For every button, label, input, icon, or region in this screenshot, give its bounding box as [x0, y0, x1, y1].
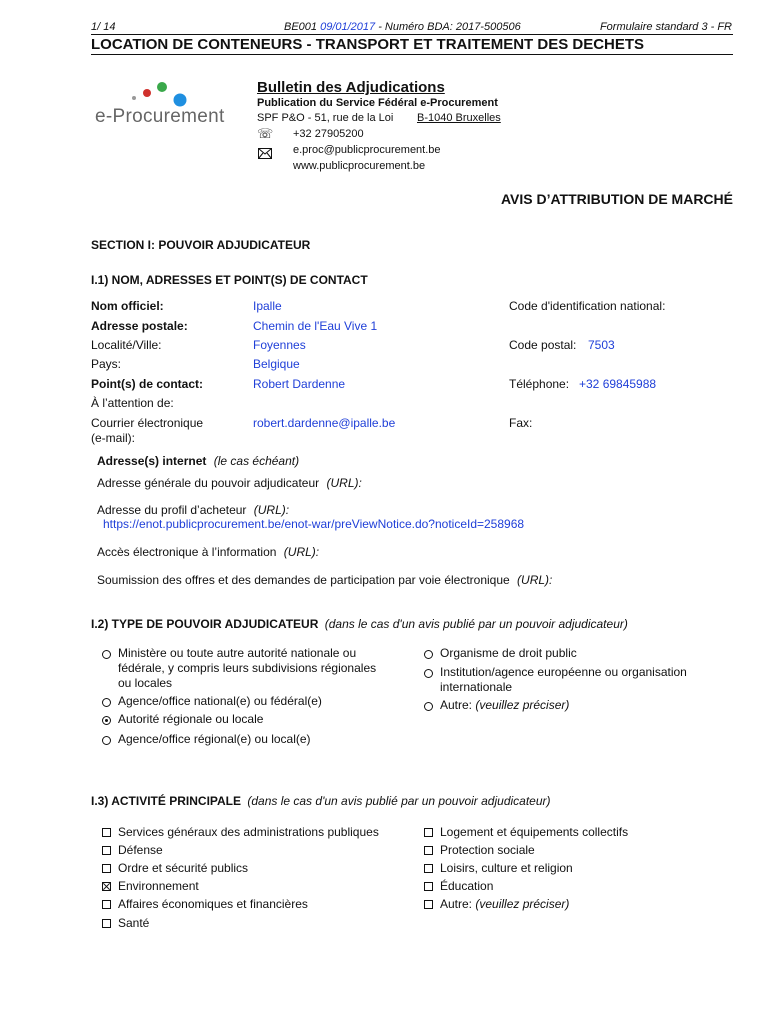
buyer-profile-url[interactable]: https://enot.publicprocurement.be/enot-war/preViewNotice.do?noticeId=258968: [103, 517, 525, 531]
label-postal-address: Adresse postale:: [91, 319, 188, 333]
radio-european-institution[interactable]: [424, 669, 433, 678]
form-name: Formulaire standard 3 - FR: [599, 21, 732, 33]
buyer-profile-tag: (URL):: [253, 503, 290, 517]
subsection-note-i3: (dans le cas d'un avis publié par un pouvoir adjudicateur): [247, 794, 551, 808]
option-ministry-line2: fédérale, y compris leurs subdivisions régionales: [118, 661, 377, 675]
submission-label: Soumission des offres et des demandes de participation par voie électronique: [97, 573, 510, 587]
option-european-institution-line2: internationale: [440, 680, 513, 694]
radio-ministry[interactable]: [102, 650, 111, 659]
activity-education: Éducation: [440, 879, 494, 893]
option-public-law-body: Organisme de droit public: [440, 646, 577, 660]
checkbox-leisure[interactable]: [424, 864, 433, 873]
option-european-institution: [440, 665, 687, 695]
bulletin-email[interactable]: e.proc@publicprocurement.be: [293, 144, 441, 156]
internet-title: Adresse(s) internet: [97, 454, 207, 468]
option-other-authority-label: Autre:: [440, 698, 473, 712]
bulletin-address: SPF P&O - 51, rue de la Loi: [257, 112, 394, 124]
general-url-line: [97, 476, 362, 490]
value-telephone: +32 69845988: [579, 377, 657, 391]
value-official-name: Ipalle: [253, 299, 282, 313]
option-regional-authority: Autorité régionale ou locale: [118, 712, 264, 726]
bulletin-website[interactable]: www.publicprocurement.be: [293, 160, 426, 172]
e-procurement-logo: [95, 80, 225, 130]
label-contact-point: Point(s) de contact:: [91, 377, 204, 391]
reference-bda: - Numéro BDA: 2017-500506: [375, 21, 521, 33]
activity-economic-affairs: Affaires économiques et financières: [118, 897, 308, 911]
value-postal-code: 7503: [588, 338, 615, 352]
label-fax: Fax:: [509, 416, 533, 430]
label-email-line2: (e-mail):: [91, 431, 135, 445]
checkbox-housing[interactable]: [424, 828, 433, 837]
title-rule: [91, 54, 733, 55]
electronic-access-line: [97, 545, 319, 559]
option-ministry-line3: ou locales: [118, 676, 173, 690]
reference-date: 09/01/2017: [320, 21, 376, 33]
subsection-title-i2: I.2) TYPE DE POUVOIR ADJUDICATEUR: [91, 617, 319, 631]
radio-other-authority[interactable]: [424, 702, 433, 711]
activity-environment: Environnement: [118, 879, 199, 893]
bulletin-city: B-1040 Bruxelles: [417, 112, 501, 124]
radio-regional-agency[interactable]: [102, 736, 111, 745]
logo-text: e-Procurement: [95, 106, 225, 127]
label-city: Localité/Ville:: [91, 338, 162, 352]
activity-other-extra: (veuillez préciser): [475, 897, 570, 911]
activity-social-protection: Protection sociale: [440, 843, 535, 857]
activity-general-services: Services généraux des administrations publiques: [118, 825, 379, 839]
option-european-institution-line1: Institution/agence européenne ou organisation: [440, 665, 687, 679]
activity-housing: Logement et équipements collectifs: [440, 825, 629, 839]
bulletin-subtitle: Publication du Service Fédéral e-Procurement: [257, 97, 498, 109]
subsection-title-i2-line: [91, 617, 628, 631]
value-email[interactable]: robert.dardenne@ipalle.be: [253, 416, 396, 430]
checkbox-general-services[interactable]: [102, 828, 111, 837]
label-country: Pays:: [91, 357, 122, 371]
option-regional-agency: Agence/office régional(e) ou local(e): [118, 732, 311, 746]
option-national-agency: Agence/office national(e) ou fédéral(e): [118, 694, 322, 708]
internet-heading: [97, 454, 299, 468]
notice-reference: [284, 21, 521, 33]
document-title: LOCATION DE CONTENEURS - TRANSPORT ET TRAITEMENT DES DECHETS: [91, 36, 645, 53]
bulletin-phone: +32 27905200: [293, 128, 364, 140]
internet-note: (le cas échéant): [213, 454, 300, 468]
submission-tag: (URL):: [517, 573, 553, 587]
option-other-authority-extra: (veuillez préciser): [475, 698, 570, 712]
option-ministry-line1: Ministère ou toute autre autorité nationale ou: [118, 646, 357, 660]
radio-regional-authority[interactable]: [102, 716, 111, 725]
checkbox-other-activity[interactable]: [424, 900, 433, 909]
buyer-profile-line: [97, 503, 289, 517]
value-city: Foyennes: [253, 338, 306, 352]
activity-health: Santé: [118, 916, 150, 930]
checkbox-health[interactable]: [102, 919, 111, 928]
page-number: 1/ 14: [91, 21, 116, 33]
checkbox-defense[interactable]: [102, 846, 111, 855]
general-url-label: Adresse générale du pouvoir adjudicateur: [97, 476, 320, 490]
value-contact-point: Robert Dardenne: [253, 377, 346, 391]
subsection-title-i3-line: [91, 794, 551, 808]
electronic-access-label: Accès électronique à l’information: [97, 545, 277, 559]
bulletin-title: Bulletin des Adjudications: [257, 79, 445, 96]
checkbox-social-protection[interactable]: [424, 846, 433, 855]
label-national-id: Code d'identification national:: [509, 299, 666, 313]
label-telephone: Téléphone:: [509, 377, 570, 391]
reference-prefix: BE001: [284, 21, 318, 33]
checkbox-economic-affairs[interactable]: [102, 900, 111, 909]
subsection-title-i3: I.3) ACTIVITÉ PRINCIPALE: [91, 794, 242, 808]
checkbox-education[interactable]: [424, 882, 433, 891]
activity-defense: Défense: [118, 843, 163, 857]
checkbox-environment[interactable]: [102, 882, 111, 891]
header-rule: [91, 34, 733, 35]
subsection-title-i1: I.1) NOM, ADRESSES ET POINT(S) DE CONTACT: [91, 273, 368, 287]
radio-national-agency[interactable]: [102, 698, 111, 707]
value-postal-address: Chemin de l'Eau Vive 1: [253, 319, 378, 333]
label-attention: À l’attention de:: [91, 396, 174, 410]
option-other-authority: [440, 698, 569, 713]
radio-public-law-body[interactable]: [424, 650, 433, 659]
submission-line: [97, 573, 552, 587]
section-title: SECTION I: POUVOIR ADJUDICATEUR: [91, 238, 311, 252]
label-official-name: Nom officiel:: [91, 299, 164, 313]
electronic-access-tag: (URL):: [283, 545, 320, 559]
label-email-line1: Courrier électronique: [91, 416, 204, 430]
buyer-profile-label: Adresse du profil d’acheteur: [97, 503, 247, 517]
activity-public-order: Ordre et sécurité publics: [118, 861, 249, 875]
activity-other: [440, 897, 569, 912]
activity-other-label: Autre:: [440, 897, 473, 911]
checkbox-public-order[interactable]: [102, 864, 111, 873]
envelope-icon: [258, 146, 272, 164]
notice-title: AVIS D’ATTRIBUTION DE MARCHÉ: [500, 191, 733, 207]
option-ministry: [118, 646, 376, 691]
subsection-note-i2: (dans le cas d'un avis publié par un pouvoir adjudicateur): [324, 617, 628, 631]
label-postal-code: Code postal:: [509, 338, 577, 352]
activity-leisure: Loisirs, culture et religion: [440, 861, 573, 875]
general-url-tag: (URL):: [326, 476, 362, 490]
value-country: Belgique: [253, 357, 300, 371]
phone-icon: ☏: [257, 126, 274, 141]
